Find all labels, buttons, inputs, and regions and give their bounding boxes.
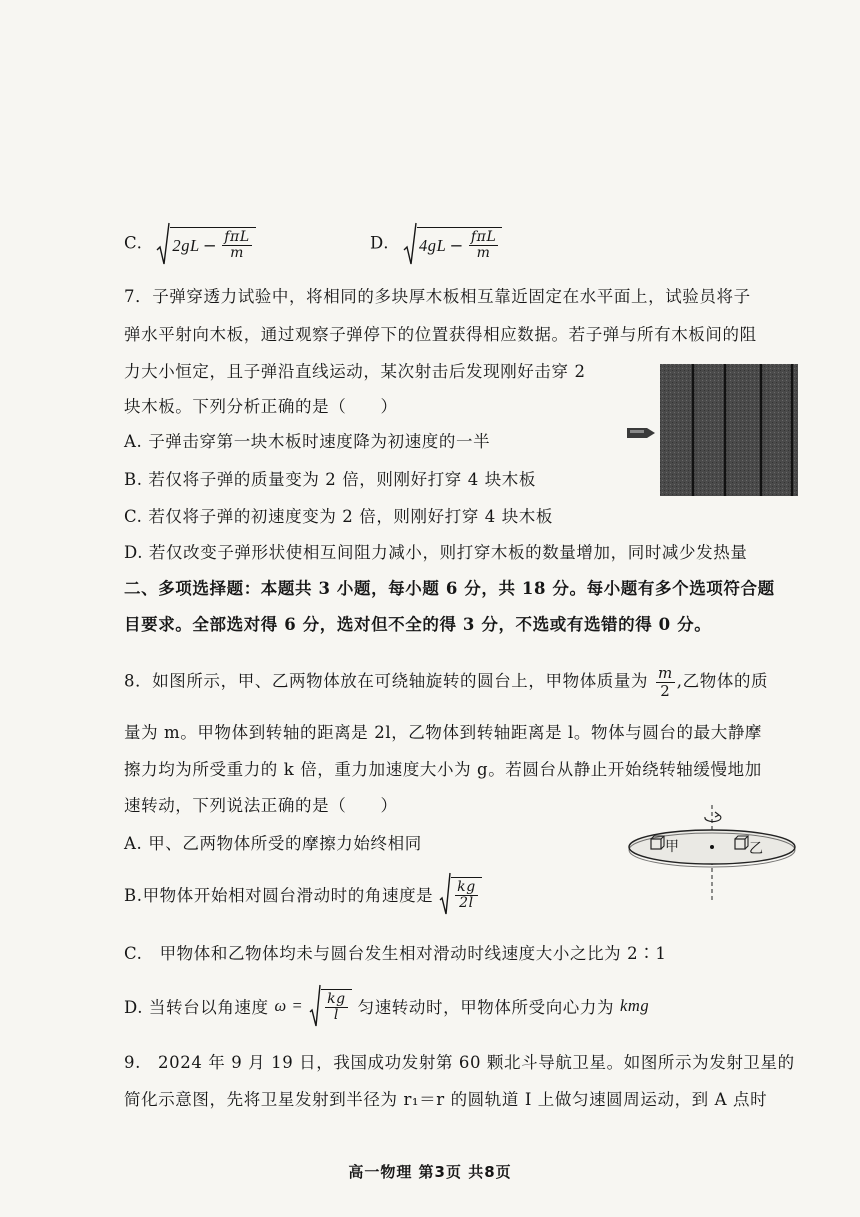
q8-option-b-sqrt <box>439 872 482 916</box>
q8-mass-fraction <box>656 665 675 699</box>
q8-line-3: 擦力均为所受重力的 k 倍，重力加速度大小为 g。若圆台从静止开始绕转轴缓慢地加 <box>124 760 762 779</box>
q7-option-d: D. 若仅改变子弹形状使相互间阻力减小，则打穿木板的数量增加，同时减少发热量 <box>124 543 748 562</box>
q8-option-d-denominator: l <box>333 1007 339 1023</box>
q8-option-b-denominator: 2l <box>459 895 474 911</box>
q8-option-d-text: D. 当转台以角速度 <box>124 998 269 1017</box>
page-footer: 高一物理 第3页 共8页 <box>348 1163 512 1181</box>
q8-line-1-tail: ,乙物体的质 <box>676 671 769 691</box>
q6-option-d-label: D. <box>370 233 390 253</box>
q6-option-c-sqrt <box>156 222 255 266</box>
q6-option-c-denominator: m <box>230 245 244 261</box>
q9-line-1: 9. 2024 年 9 月 19 日，我国成功发射第 60 颗北斗导航卫星。如图所示为发射卫星的 <box>124 1053 795 1072</box>
q8-figure-label-yi: 乙 <box>749 841 763 857</box>
q8-option-d-tail: 匀速转动时，甲物体所受向心力为 <box>357 998 615 1017</box>
q8-figure-label-jia: 甲 <box>665 839 679 855</box>
q8-option-a: A. 甲、乙两物体所受的摩擦力始终相同 <box>124 834 422 853</box>
q8-option-d-omega: ω = <box>274 996 304 1015</box>
q9-line-2: 简化示意图，先将卫星发射到半径为 r₁＝r 的圆轨道 I 上做匀速圆周运动，到 A 点时 <box>124 1090 768 1109</box>
q7-option-b: B. 若仅将子弹的质量变为 2 倍，则刚好打穿 4 块木板 <box>124 470 536 489</box>
q7-option-c: C. 若仅将子弹的初速度变为 2 倍，则刚好打穿 4 块木板 <box>124 507 554 526</box>
q6-option-c-numerator: fπL <box>224 228 250 245</box>
q8-option-d <box>124 984 649 1028</box>
q7-line-3: 力大小恒定，且子弹沿直线运动，某次射击后发现刚好击穿 2 <box>124 362 586 381</box>
section2-heading-line-1: 二、多项选择题：本题共 3 小题，每小题 6 分，共 18 分。每小题有多个选项符合题 <box>124 579 775 598</box>
q6-option-c-minus: − <box>202 236 218 255</box>
q7-figure-bullet-boards <box>622 360 802 498</box>
q6-option-c <box>124 222 256 266</box>
q8-option-b-text: B.甲物体开始相对圆台滑动时的角速度是 <box>124 886 434 905</box>
q7-wooden-boards <box>660 364 798 496</box>
q8-option-d-kmg: kmg <box>619 996 650 1015</box>
q8-option-d-numerator: kg <box>327 990 346 1007</box>
q7-line-4: 块木板。下列分析正确的是（ ） <box>124 397 398 416</box>
q6-option-d-fraction <box>469 230 498 262</box>
section2-heading-line-2: 目要求。全部选对得 6 分，选对但不全的得 3 分，不选或有选错的得 0 分。 <box>124 615 712 634</box>
q8-rotation-arrow-icon <box>705 815 721 822</box>
q8-mass-numerator: m <box>657 664 673 682</box>
q6-option-c-fraction <box>222 230 251 262</box>
q8-line-2: 量为 m。甲物体到转轴的距离是 2l，乙物体到转轴距离是 l。物体与圆台的最大静摩 <box>124 723 763 742</box>
q8-option-b-fraction <box>455 880 478 912</box>
q8-option-d-sqrt <box>309 984 352 1028</box>
q8-option-b-numerator: kg <box>457 878 476 895</box>
q6-option-d-denominator: m <box>476 245 491 261</box>
q8-figure-rotating-disk <box>625 795 800 907</box>
q6-option-c-label: C. <box>124 233 143 253</box>
q8-line-1 <box>124 665 768 699</box>
q7-option-a: A. 子弹击穿第一块木板时速度降为初速度的一半 <box>124 432 491 451</box>
q8-mass-denominator: 2 <box>660 681 671 700</box>
q7-line-1: 7．子弹穿透力试验中，将相同的多块厚木板相互靠近固定在水平面上，试验员将子 <box>124 287 751 306</box>
q6-option-d-minus: − <box>449 236 464 255</box>
q6-option-d-numerator: fπL <box>470 228 497 245</box>
q7-line-2: 弹水平射向木板，通过观察子弹停下的位置获得相应数据。若子弹与所有木板间的阻 <box>124 325 757 344</box>
q8-option-b <box>124 872 482 916</box>
q6-option-d-term: 4gL <box>418 235 447 255</box>
q8-line-4: 速转动，下列说法正确的是（ ） <box>124 796 398 815</box>
q8-option-c: C. 甲物体和乙物体均未与圆台发生相对滑动时线速度大小之比为 2∶1 <box>124 944 667 963</box>
q8-line-1-text: 8．如图所示，甲、乙两物体放在可绕轴旋转的圆台上，甲物体质量为 <box>124 671 649 691</box>
q6-option-d-sqrt <box>403 222 502 266</box>
q7-bullet <box>627 428 655 438</box>
q6-option-d <box>370 222 502 266</box>
q6-option-c-term: 2gL <box>172 235 200 255</box>
q8-option-d-fraction <box>325 992 348 1024</box>
